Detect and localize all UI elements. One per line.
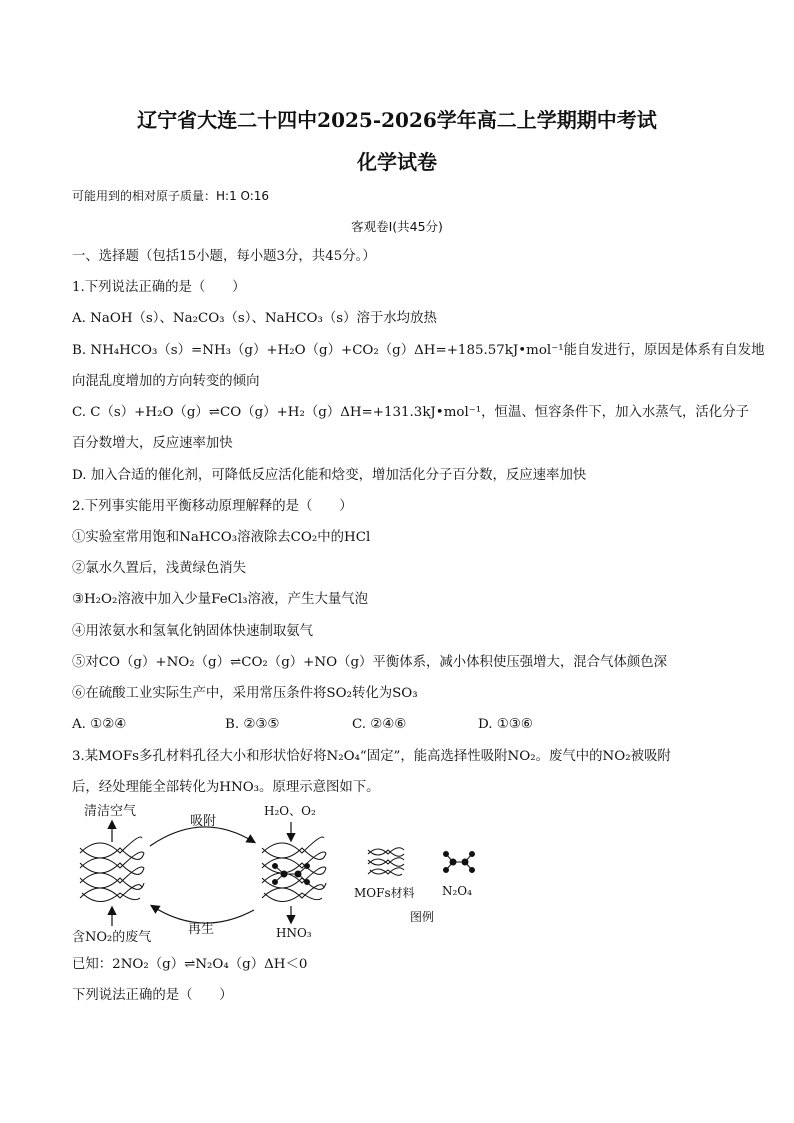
label-regenerate: 再生 <box>188 922 215 937</box>
question-1-option-c-line1: C. C（s）+H₂O（g）⇌CO（g）+H₂（g）ΔH=+131.3kJ•mol⁻¹，恒温、恒容条件下，加入水蒸气，活化分子 <box>72 405 749 420</box>
atomic-mass-note: 可能用到的相对原子质量：H:1 O:16 <box>72 189 270 203</box>
question-3-stem-line2: 后，经处理能全部转化为HNO₃。原理示意图如下。 <box>72 780 380 795</box>
mof-adsorption-diagram <box>72 798 492 948</box>
question-1-option-a: A. NaOH（s）、Na₂CO₃（s）、NaHCO₃（s）溶于水均放热 <box>72 311 437 326</box>
mof-lattice-left <box>80 837 144 902</box>
label-legend-title: 图例 <box>410 910 435 924</box>
question-1-option-b-line2: 向混乱度增加的方向转变的倾向 <box>72 374 260 389</box>
question-2-item-1: ①实验室常用饱和NaHCO₃溶液除去CO₂中的HCl <box>72 530 371 545</box>
question-2-choice-a: A. ①②④ <box>72 717 127 732</box>
question-3-ask: 下列说法正确的是（ ） <box>72 988 233 1003</box>
label-clean-air: 清洁空气 <box>84 804 137 819</box>
label-h2o-o2: H₂O、O₂ <box>264 804 316 818</box>
question-1-option-b-line1: B. NH₄HCO₃（s）=NH₃（g）+H₂O（g）+CO₂（g）ΔH=+185.57kJ•mol⁻¹能自发进行，原因是体系有自发地 <box>72 343 765 358</box>
question-1-option-c-line2: 百分数增大，反应速率加快 <box>72 436 233 451</box>
section-label: 客观卷Ⅰ(共45分) <box>351 219 443 234</box>
legend-n2o4-icon <box>444 852 475 873</box>
question-2-item-4: ④用浓氨水和氢氧化钠固体快速制取氨气 <box>72 624 314 639</box>
question-2-choice-d: D. ①③⑥ <box>478 717 533 732</box>
mof-lattice-right <box>262 837 326 902</box>
question-1-option-d: D. 加入合适的催化剂，可降低反应活化能和焓变，增加活化分子百分数，反应速率加快 <box>72 468 587 483</box>
page-title: 辽宁省大连二十四中2025-2026学年高二上学期期中考试 <box>137 108 657 132</box>
legend-mof-icon <box>368 848 404 876</box>
question-2-item-6: ⑥在硫酸工业实际生产中，采用常压条件将SO₂转化为SO₃ <box>72 686 418 701</box>
question-2-item-5: ⑤对CO（g）+NO₂（g）⇌CO₂（g）+NO（g）平衡体系，减小体积使压强增大，混合气体颜色深 <box>72 655 668 670</box>
question-3-known: 已知：2NO₂（g）⇌N₂O₄（g）ΔH＜0 <box>72 957 308 972</box>
label-adsorb: 吸附 <box>190 814 217 829</box>
question-3-stem-line1: 3.某MOFs多孔材料孔径大小和形状恰好将N₂O₄“固定”，能高选择性吸附NO₂。废气中的NO₂被吸附 <box>72 749 671 764</box>
label-hno3: HNO₃ <box>276 926 312 940</box>
section-intro: 一、选择题（包括15小题，每小题3分，共45分。） <box>72 249 376 264</box>
question-2-item-3: ③H₂O₂溶液中加入少量FeCl₃溶液，产生大量气泡 <box>72 592 369 607</box>
page-subtitle: 化学试卷 <box>357 150 437 174</box>
label-legend-n2o4: N₂O₄ <box>442 884 472 898</box>
question-2-choice-b: B. ②③⑤ <box>225 717 280 732</box>
question-2-choice-c: C. ②④⑥ <box>352 717 407 732</box>
label-waste-gas: 含NO₂的废气 <box>72 930 152 945</box>
label-legend-mof: MOFs材料 <box>354 886 415 900</box>
question-2-stem: 2.下列事实能用平衡移动原理解释的是（ ） <box>72 499 353 514</box>
adsorb-arrow <box>150 827 254 846</box>
question-2-item-2: ②氯水久置后，浅黄绿色消失 <box>72 561 247 576</box>
question-1-stem: 1.下列说法正确的是（ ） <box>72 280 246 295</box>
